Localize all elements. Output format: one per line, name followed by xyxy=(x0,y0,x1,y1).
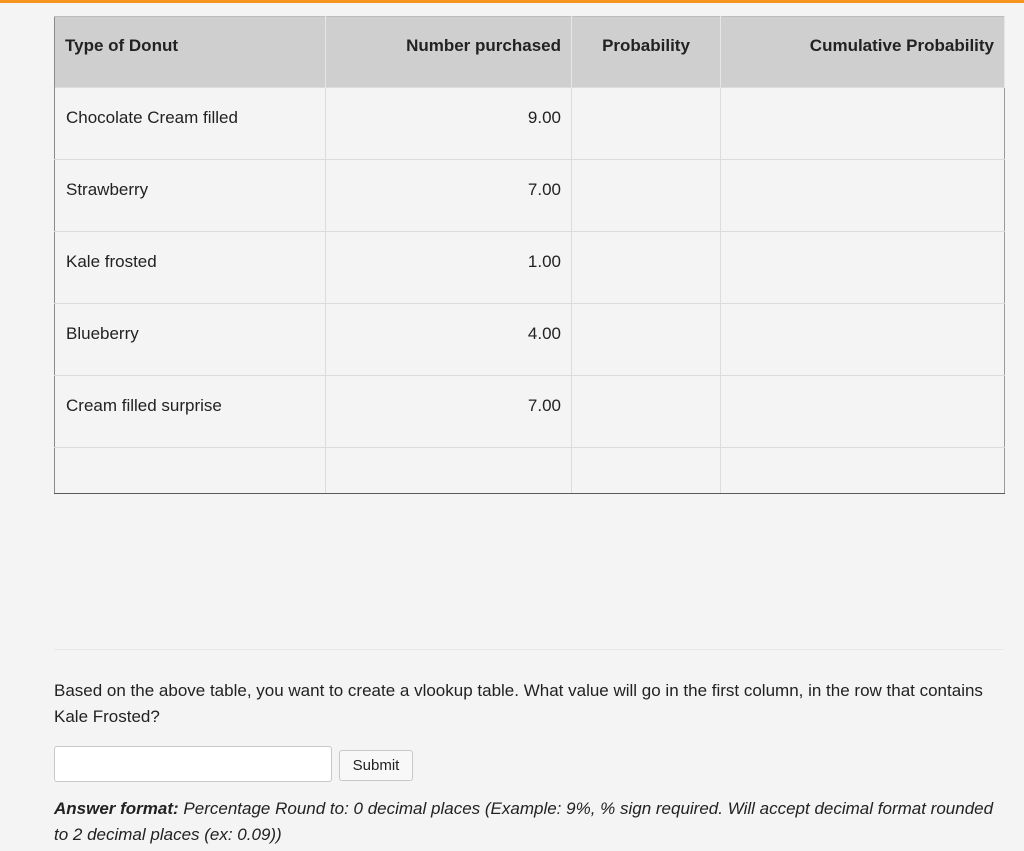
cell-cumulative-probability-empty xyxy=(721,448,1005,494)
cell-cumulative-probability xyxy=(721,304,1005,376)
cell-number-purchased: 4.00 xyxy=(326,304,572,376)
table-row xyxy=(55,304,1005,376)
cell-probability xyxy=(572,304,721,376)
table-row xyxy=(55,88,1005,160)
header-probability: Probability xyxy=(572,17,721,88)
cell-probability xyxy=(572,376,721,448)
cell-probability xyxy=(572,232,721,304)
header-number-purchased: Number purchased xyxy=(326,17,572,88)
table-row xyxy=(55,160,1005,232)
table-row xyxy=(55,376,1005,448)
question-text: Based on the above table, you want to create a vlookup table. What value will go in the first column, in the row that contains Kale Frosted? xyxy=(54,681,983,726)
answer-format-text: Percentage Round to: 0 decimal places (Example: 9%, % sign required. Will accept decimal format rounded to 2 decimal places (ex: 0.09)) xyxy=(54,799,994,844)
cell-number-purchased: 9.00 xyxy=(326,88,572,160)
cell-cumulative-probability xyxy=(721,160,1005,232)
header-type-of-donut: Type of Donut xyxy=(55,17,326,88)
table-header-row xyxy=(55,17,1005,88)
cell-probability xyxy=(572,160,721,232)
top-accent-bar xyxy=(0,0,1024,3)
cell-donut-type: Blueberry xyxy=(55,304,326,376)
cell-number-purchased: 7.00 xyxy=(326,160,572,232)
cell-donut-type-empty xyxy=(55,448,326,494)
donut-table-container xyxy=(54,16,1004,494)
submit-button[interactable]: Submit xyxy=(339,750,413,781)
answer-input[interactable] xyxy=(54,746,332,782)
donut-table xyxy=(54,16,1005,494)
cell-donut-type: Kale frosted xyxy=(55,232,326,304)
cell-number-purchased-empty xyxy=(326,448,572,494)
section-divider xyxy=(54,649,1004,650)
cell-number-purchased: 1.00 xyxy=(326,232,572,304)
cell-number-purchased: 7.00 xyxy=(326,376,572,448)
answer-format-label: Answer format: xyxy=(54,799,179,818)
cell-cumulative-probability xyxy=(721,88,1005,160)
answer-format-note xyxy=(54,796,994,848)
cell-probability xyxy=(572,88,721,160)
table-row-empty xyxy=(55,448,1005,494)
cell-donut-type: Chocolate Cream filled xyxy=(55,88,326,160)
cell-cumulative-probability xyxy=(721,376,1005,448)
cell-cumulative-probability xyxy=(721,232,1005,304)
cell-donut-type: Strawberry xyxy=(55,160,326,232)
table-row xyxy=(55,232,1005,304)
header-cumulative-probability: Cumulative Probability xyxy=(721,17,1005,88)
cell-donut-type: Cream filled surprise xyxy=(55,376,326,448)
cell-probability-empty xyxy=(572,448,721,494)
